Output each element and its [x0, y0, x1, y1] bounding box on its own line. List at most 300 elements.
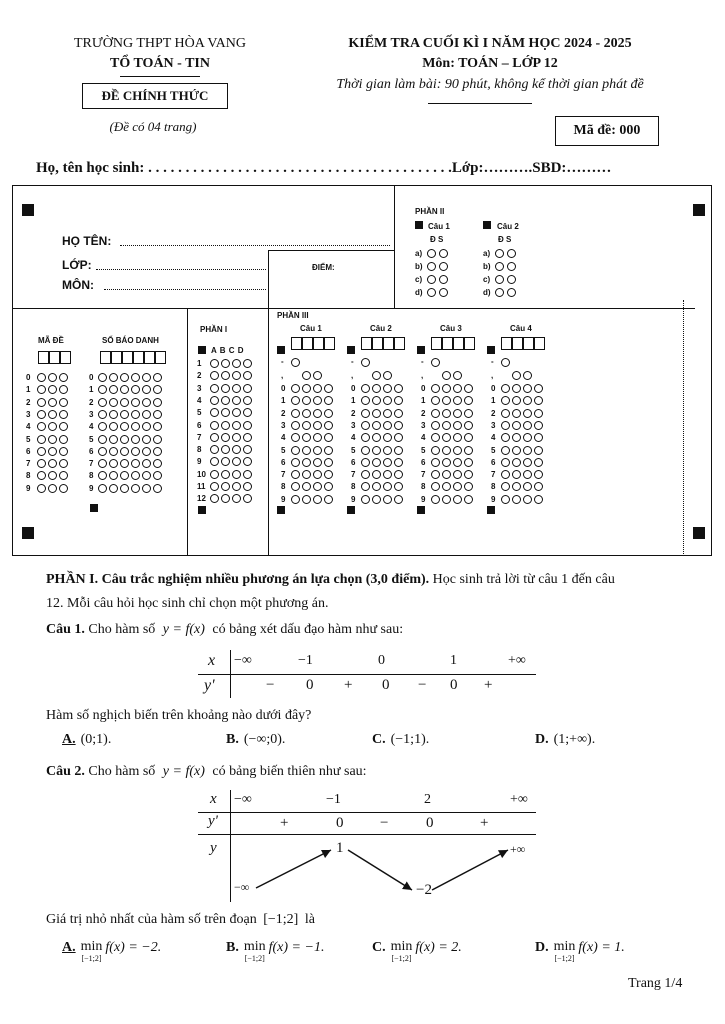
p3-cell[interactable]: [523, 337, 534, 350]
ma-de-bubble[interactable]: [59, 484, 68, 493]
p2-bubble[interactable]: [507, 288, 516, 297]
p3-comma-bubble[interactable]: [313, 371, 322, 380]
p3-cell[interactable]: [324, 337, 335, 350]
page-number: Trang 1/4: [628, 976, 683, 991]
p3-digit-bubble[interactable]: [302, 384, 311, 393]
p3-digit-bubble[interactable]: [453, 495, 462, 504]
p3-digit-bubble[interactable]: [464, 409, 473, 418]
p3-digit-bubble[interactable]: [464, 384, 473, 393]
digit-label: 6: [421, 457, 426, 467]
p3-digit-bubble[interactable]: [372, 495, 381, 504]
sbd-cell[interactable]: [155, 351, 166, 364]
p3-digit-bubble[interactable]: [431, 421, 440, 430]
digit-label: 2: [491, 408, 496, 418]
sbd-bubble[interactable]: [142, 398, 151, 407]
p3-digit-bubble[interactable]: [464, 446, 473, 455]
sbd-bubble[interactable]: [153, 435, 162, 444]
p3-digit-bubble[interactable]: [361, 446, 370, 455]
ma-de-bubble[interactable]: [48, 484, 57, 493]
p1-bubble[interactable]: [221, 482, 230, 491]
q1-sign: +: [484, 677, 493, 693]
p3-digit-bubble[interactable]: [313, 495, 322, 504]
p3-digit-bubble[interactable]: [431, 384, 440, 393]
p3-digit-bubble[interactable]: [361, 495, 370, 504]
sbd-cell[interactable]: [111, 351, 122, 364]
p3-digit-bubble[interactable]: [464, 458, 473, 467]
p3-digit-bubble[interactable]: [523, 495, 532, 504]
sbd-bubble[interactable]: [153, 410, 162, 419]
p1-bubble[interactable]: [243, 470, 252, 479]
q2-question-end: là: [304, 912, 315, 927]
ma-de-cell[interactable]: [38, 351, 49, 364]
ma-de-bubble[interactable]: [59, 398, 68, 407]
p3-digit-bubble[interactable]: [324, 409, 333, 418]
p3-digit-bubble[interactable]: [501, 421, 510, 430]
p3-digit-bubble[interactable]: [453, 409, 462, 418]
p3-digit-bubble[interactable]: [383, 384, 392, 393]
q2-option[interactable]: [226, 940, 324, 966]
department-name: TỔ TOÁN - TIN: [110, 56, 210, 71]
ma-de-bubble[interactable]: [48, 410, 57, 419]
p2-bubble[interactable]: [507, 262, 516, 271]
sbd-bubble[interactable]: [142, 484, 151, 493]
ma-de-bubble[interactable]: [48, 435, 57, 444]
p1-bubble[interactable]: [232, 384, 241, 393]
p3-digit-bubble[interactable]: [394, 409, 403, 418]
p3-cell[interactable]: [372, 337, 383, 350]
p3-digit-bubble[interactable]: [372, 421, 381, 430]
p3-digit-bubble[interactable]: [442, 495, 451, 504]
ma-de-bubble[interactable]: [59, 373, 68, 382]
p3-digit-bubble[interactable]: [523, 446, 532, 455]
ma-de-bubble[interactable]: [37, 447, 46, 456]
p3-digit-bubble[interactable]: [383, 409, 392, 418]
p3-digit-bubble[interactable]: [361, 384, 370, 393]
p1-bubble[interactable]: [243, 384, 252, 393]
sbd-bubble[interactable]: [120, 373, 129, 382]
p1-bubble[interactable]: [221, 433, 230, 442]
sbd-bubble[interactable]: [131, 398, 140, 407]
p2-bubble[interactable]: [439, 275, 448, 284]
p3-digit-bubble[interactable]: [453, 458, 462, 467]
p1-bubble[interactable]: [221, 470, 230, 479]
p3-digit-bubble[interactable]: [523, 421, 532, 430]
q2-sign: +: [280, 815, 289, 831]
digit-label: 8: [89, 471, 94, 481]
ma-de-label: MÃ ĐỀ: [38, 336, 64, 345]
subject-line: Môn: TOÁN – LỚP 12: [422, 56, 558, 71]
ds-header: Đ S: [430, 235, 444, 244]
q2-question: Giá trị nhỏ nhất của hàm số trên đoạn: [46, 912, 257, 927]
p1-bubble[interactable]: [243, 433, 252, 442]
sbd-bubble[interactable]: [98, 484, 107, 493]
p2-bubble[interactable]: [495, 249, 504, 258]
p3-digit-bubble[interactable]: [291, 421, 300, 430]
sbd-bubble[interactable]: [153, 398, 162, 407]
p3-digit-bubble[interactable]: [512, 409, 521, 418]
p3-digit-bubble[interactable]: [372, 384, 381, 393]
p1-bubble[interactable]: [210, 359, 219, 368]
digit-label: 8: [281, 482, 286, 492]
time-underline: [428, 103, 532, 104]
sbd-cell[interactable]: [133, 351, 144, 364]
p3-digit-bubble[interactable]: [324, 495, 333, 504]
sbd-cell[interactable]: [122, 351, 133, 364]
p3-comma-bubble[interactable]: [302, 371, 311, 380]
ma-de-bubble[interactable]: [48, 447, 57, 456]
q1-option[interactable]: [372, 732, 429, 748]
ma-de-bubble[interactable]: [37, 435, 46, 444]
p2-bubble[interactable]: [495, 288, 504, 297]
digit-label: 7: [281, 470, 286, 480]
p3-cell[interactable]: [512, 337, 523, 350]
p3-cell[interactable]: [464, 337, 475, 350]
p3-digit-bubble[interactable]: [453, 421, 462, 430]
p3-cell[interactable]: [313, 337, 324, 350]
sbd-bubble[interactable]: [131, 435, 140, 444]
p1-row-label: 7: [197, 432, 202, 442]
p3-minus-bubble[interactable]: [501, 358, 510, 367]
p3-cell[interactable]: [361, 337, 372, 350]
p3-digit-bubble[interactable]: [534, 495, 543, 504]
p3-cell[interactable]: [453, 337, 464, 350]
p2-bubble[interactable]: [427, 249, 436, 258]
q2-label: Câu 2.: [46, 764, 85, 779]
p3-digit-bubble[interactable]: [431, 458, 440, 467]
p3-digit-bubble[interactable]: [431, 495, 440, 504]
p3-digit-bubble[interactable]: [512, 458, 521, 467]
sbd-bubble[interactable]: [109, 484, 118, 493]
sbd-bubble[interactable]: [98, 398, 107, 407]
q1-yp-label: y': [204, 677, 215, 694]
p3-comma-bubble[interactable]: [383, 371, 392, 380]
ma-de-bubble[interactable]: [59, 447, 68, 456]
digit-label: 5: [26, 434, 31, 444]
digit-label: 3: [26, 409, 31, 419]
option-text: f(x) = −1.: [268, 940, 325, 955]
p1-bubble[interactable]: [210, 396, 219, 405]
sbd-bubble[interactable]: [131, 484, 140, 493]
p2-bubble[interactable]: [427, 275, 436, 284]
p3-digit-bubble[interactable]: [512, 384, 521, 393]
p3-digit-bubble[interactable]: [302, 409, 311, 418]
p3-digit-bubble[interactable]: [523, 384, 532, 393]
p2-bubble[interactable]: [439, 288, 448, 297]
p1-bubble[interactable]: [210, 482, 219, 491]
sbd-bubble[interactable]: [109, 398, 118, 407]
sbd-bubble[interactable]: [131, 410, 140, 419]
p2-row-label: c): [483, 275, 491, 284]
p3-digit-bubble[interactable]: [313, 409, 322, 418]
p1-bubble[interactable]: [210, 384, 219, 393]
p3-minus-bubble[interactable]: [361, 358, 370, 367]
p1-bubble[interactable]: [232, 421, 241, 430]
p3-digit-bubble[interactable]: [534, 384, 543, 393]
ds-header: Đ S: [498, 235, 512, 244]
p1-row-label: 12: [197, 494, 206, 504]
p1-bubble[interactable]: [243, 421, 252, 430]
p1-bubble[interactable]: [210, 421, 219, 430]
p3-digit-bubble[interactable]: [324, 446, 333, 455]
p1-bubble[interactable]: [243, 359, 252, 368]
p2-bubble[interactable]: [507, 249, 516, 258]
p3-digit-bubble[interactable]: [464, 421, 473, 430]
digit-label: 7: [89, 459, 94, 469]
p3-digit-bubble[interactable]: [313, 446, 322, 455]
p3-digit-bubble[interactable]: [442, 409, 451, 418]
p3-minus-bubble[interactable]: [431, 358, 440, 367]
p1-bubble[interactable]: [210, 470, 219, 479]
marker: [415, 221, 423, 229]
sbd-bubble[interactable]: [120, 398, 129, 407]
p3-digit-bubble[interactable]: [394, 495, 403, 504]
p3-digit-bubble[interactable]: [324, 384, 333, 393]
sbd-cell[interactable]: [100, 351, 111, 364]
p2-row-label: a): [415, 249, 423, 258]
p3-digit-bubble[interactable]: [383, 495, 392, 504]
p3-cell[interactable]: [291, 337, 302, 350]
p3-cell[interactable]: [394, 337, 405, 350]
p3-cell[interactable]: [383, 337, 394, 350]
p3-digit-bubble[interactable]: [383, 421, 392, 430]
ma-de-cell[interactable]: [49, 351, 60, 364]
ma-de-bubble[interactable]: [48, 373, 57, 382]
digit-label: 5: [351, 445, 356, 455]
mon-field[interactable]: [104, 289, 266, 290]
p3-digit-bubble[interactable]: [302, 495, 311, 504]
diem-label: ĐIỂM:: [312, 263, 335, 272]
p3-digit-bubble[interactable]: [431, 409, 440, 418]
q1-sign: 0: [450, 677, 458, 693]
p1-row-label: 8: [197, 445, 202, 455]
ma-de-bubble[interactable]: [37, 410, 46, 419]
p3-digit-bubble[interactable]: [453, 446, 462, 455]
p1-bubble[interactable]: [221, 421, 230, 430]
p3-digit-bubble[interactable]: [442, 446, 451, 455]
p3-digit-bubble[interactable]: [313, 458, 322, 467]
p3-cell[interactable]: [501, 337, 512, 350]
ma-de-bubble[interactable]: [37, 373, 46, 382]
p1-bubble[interactable]: [232, 396, 241, 405]
p3-digit-bubble[interactable]: [313, 421, 322, 430]
p1-bubble[interactable]: [221, 359, 230, 368]
p3-cell[interactable]: [302, 337, 313, 350]
sbd-bubble[interactable]: [120, 410, 129, 419]
p1-bubble[interactable]: [210, 433, 219, 442]
sbd-bubble[interactable]: [120, 484, 129, 493]
p3-digit-bubble[interactable]: [501, 384, 510, 393]
p1-bubble[interactable]: [232, 433, 241, 442]
ma-de-bubble[interactable]: [59, 410, 68, 419]
p1-bubble[interactable]: [232, 470, 241, 479]
min-word: min: [553, 939, 576, 954]
p3-digit-bubble[interactable]: [534, 458, 543, 467]
p2-bubble[interactable]: [507, 275, 516, 284]
digit-label: 2: [89, 397, 94, 407]
sbd-bubble[interactable]: [109, 435, 118, 444]
ma-de-cell[interactable]: [60, 351, 71, 364]
option-text: (0;1).: [80, 732, 112, 747]
p3-digit-bubble[interactable]: [291, 409, 300, 418]
p3-comma-bubble[interactable]: [453, 371, 462, 380]
p3-digit-bubble[interactable]: [464, 495, 473, 504]
sbd-bubble[interactable]: [153, 447, 162, 456]
diem-box-top: [268, 250, 394, 251]
p3-digit-bubble[interactable]: [324, 421, 333, 430]
q1-text1: Cho hàm số: [88, 622, 156, 637]
q1-stem: [46, 620, 403, 640]
p3-digit-bubble[interactable]: [291, 384, 300, 393]
p3-comma-bubble[interactable]: [512, 371, 521, 380]
sbd-bubble[interactable]: [120, 447, 129, 456]
q1-option[interactable]: [226, 732, 285, 748]
p3-digit-bubble[interactable]: [361, 458, 370, 467]
p3-digit-bubble[interactable]: [501, 409, 510, 418]
p3-digit-bubble[interactable]: [453, 384, 462, 393]
p2-bubble[interactable]: [495, 262, 504, 271]
p3-digit-bubble[interactable]: [302, 458, 311, 467]
p3-digit-bubble[interactable]: [324, 458, 333, 467]
p3-cell[interactable]: [534, 337, 545, 350]
p3-digit-bubble[interactable]: [534, 409, 543, 418]
lop-field[interactable]: [96, 269, 266, 270]
p3-digit-bubble[interactable]: [383, 458, 392, 467]
p3-digit-bubble[interactable]: [523, 409, 532, 418]
p3-digit-bubble[interactable]: [361, 421, 370, 430]
p3-digit-bubble[interactable]: [394, 446, 403, 455]
sbd-bubble[interactable]: [120, 435, 129, 444]
p3-digit-bubble[interactable]: [372, 409, 381, 418]
p1-bubble[interactable]: [232, 359, 241, 368]
sbd-bubble[interactable]: [131, 447, 140, 456]
p1-bubble[interactable]: [243, 482, 252, 491]
q2-option[interactable]: [372, 940, 462, 966]
q1-option[interactable]: [62, 732, 111, 748]
q1-option[interactable]: [535, 732, 595, 748]
p3-digit-bubble[interactable]: [394, 421, 403, 430]
p3-cell[interactable]: [431, 337, 442, 350]
p3-digit-bubble[interactable]: [512, 495, 521, 504]
p3-digit-bubble[interactable]: [394, 458, 403, 467]
p3-digit-bubble[interactable]: [302, 446, 311, 455]
p3-comma-bubble[interactable]: [523, 371, 532, 380]
digit-label: 5: [89, 434, 94, 444]
p1-bubble[interactable]: [221, 384, 230, 393]
p3-digit-bubble[interactable]: [523, 458, 532, 467]
ma-de-bubble[interactable]: [59, 435, 68, 444]
p3-comma-bubble[interactable]: [442, 371, 451, 380]
corner-marker: [22, 527, 34, 539]
sbd-bubble[interactable]: [109, 373, 118, 382]
q2-option[interactable]: [62, 940, 161, 966]
q2-question-line: [46, 910, 315, 930]
ma-de-bubble[interactable]: [48, 398, 57, 407]
sbd-bubble[interactable]: [153, 373, 162, 382]
min-operator: [391, 940, 413, 963]
p3-cell[interactable]: [442, 337, 453, 350]
p1-bubble[interactable]: [243, 396, 252, 405]
sbd-bubble[interactable]: [142, 410, 151, 419]
p3-digit-bubble[interactable]: [361, 409, 370, 418]
sbd-bubble[interactable]: [98, 373, 107, 382]
ho-ten-field[interactable]: [120, 245, 390, 246]
student-info-line: Họ, tên học sinh: . . . . . . . . . . . . . . . . . . . . . . . . . . . . . . . . . . . . . . . . .Lớp:……….SBD:………: [36, 160, 612, 176]
p2-row-label: d): [483, 288, 491, 297]
q1-sign: −: [266, 677, 275, 693]
p1-row-label: 5: [197, 408, 202, 418]
option-key: C.: [372, 732, 386, 747]
sbd-bubble[interactable]: [109, 410, 118, 419]
p3-digit-bubble[interactable]: [442, 458, 451, 467]
p3-digit-bubble[interactable]: [372, 446, 381, 455]
p3-digit-bubble[interactable]: [501, 458, 510, 467]
p2-bubble[interactable]: [427, 262, 436, 271]
p2-bubble[interactable]: [439, 249, 448, 258]
p1-row-label: 11: [197, 482, 206, 491]
sbd-bubble[interactable]: [109, 447, 118, 456]
p3-digit-bubble[interactable]: [291, 446, 300, 455]
ma-de-bubble[interactable]: [37, 484, 46, 493]
q2-option[interactable]: [535, 940, 625, 966]
p3-comma-bubble[interactable]: [372, 371, 381, 380]
sbd-bubble[interactable]: [131, 373, 140, 382]
sbd-bubble[interactable]: [98, 410, 107, 419]
p2-bubble[interactable]: [439, 262, 448, 271]
sbd-bubble[interactable]: [98, 447, 107, 456]
sheet-divider: [394, 185, 395, 308]
p1-row-label: 9: [197, 457, 202, 467]
p3-digit-bubble[interactable]: [291, 495, 300, 504]
p3-minus-bubble[interactable]: [291, 358, 300, 367]
p3-digit-bubble[interactable]: [534, 446, 543, 455]
p3-digit-bubble[interactable]: [501, 446, 510, 455]
p1-bubble[interactable]: [232, 482, 241, 491]
p3-digit-bubble[interactable]: [431, 446, 440, 455]
sbd-bubble[interactable]: [142, 435, 151, 444]
p3-digit-bubble[interactable]: [442, 384, 451, 393]
q2-x-value: −∞: [234, 792, 252, 807]
p3-digit-bubble[interactable]: [383, 446, 392, 455]
sbd-bubble[interactable]: [153, 484, 162, 493]
ma-de-bubble[interactable]: [37, 398, 46, 407]
p3-digit-bubble[interactable]: [442, 421, 451, 430]
option-text: f(x) = −2.: [105, 940, 162, 955]
p3-digit-bubble[interactable]: [372, 458, 381, 467]
p3-digit-bubble[interactable]: [291, 458, 300, 467]
p1-bubble[interactable]: [221, 396, 230, 405]
sbd-bubble[interactable]: [142, 447, 151, 456]
p3-digit-bubble[interactable]: [302, 421, 311, 430]
comma-label: ,: [351, 371, 354, 380]
p3-digit-bubble[interactable]: [512, 421, 521, 430]
digit-label: 3: [421, 420, 426, 430]
phan1-label: PHẦN I: [200, 325, 228, 334]
sbd-bubble[interactable]: [98, 435, 107, 444]
p3-digit-bubble[interactable]: [394, 384, 403, 393]
p3-digit-bubble[interactable]: [501, 495, 510, 504]
q1-x-value: +∞: [508, 653, 526, 668]
p3-digit-bubble[interactable]: [313, 384, 322, 393]
sbd-cell[interactable]: [144, 351, 155, 364]
p3-digit-bubble[interactable]: [534, 421, 543, 430]
p2-bubble[interactable]: [495, 275, 504, 284]
sbd-bubble[interactable]: [142, 373, 151, 382]
exam-title: KIỂM TRA CUỐI KÌ I NĂM HỌC 2024 - 2025: [348, 36, 632, 51]
p2-bubble[interactable]: [427, 288, 436, 297]
p3-digit-bubble[interactable]: [512, 446, 521, 455]
marker: [417, 346, 425, 354]
marker: [198, 346, 206, 354]
